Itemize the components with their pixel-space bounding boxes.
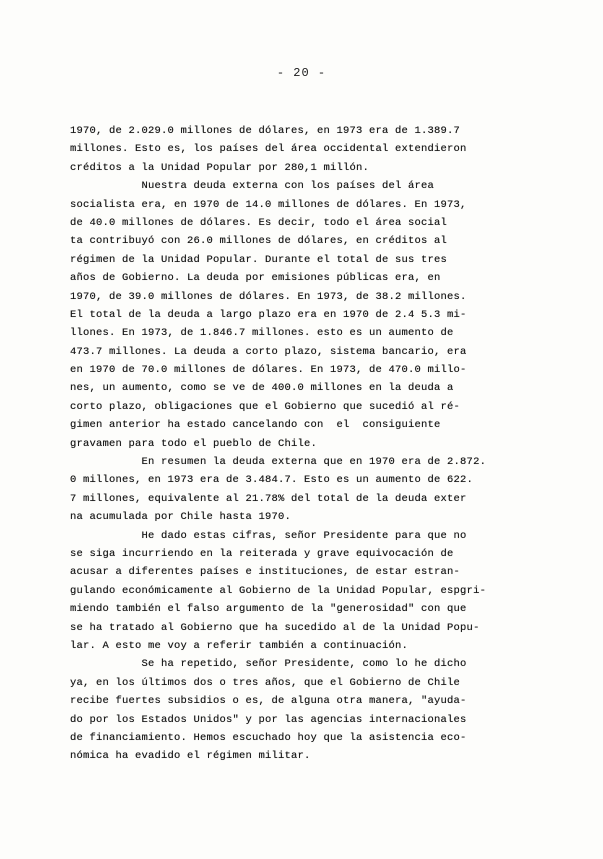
text-line: ta contribuyó con 26.0 millones de dólares, en créditos al (70, 235, 448, 248)
text-line: régimen de la Unidad Popular. Durante el total de sus tres (70, 253, 448, 266)
text-line: He dado estas cifras, señor Presidente para que no (70, 529, 467, 542)
paragraph (70, 453, 540, 527)
text-line: llones. En 1973, de 1.846.7 millones. esto es un aumento de (70, 327, 454, 340)
paragraph (70, 177, 540, 453)
text-line: 1970, de 2.029.0 millones de dólares, en 1973 era de 1.389.7 (70, 125, 461, 137)
paragraph (70, 655, 540, 765)
text-line: se ha tratado al Gobierno que ha sucedido al de la Unidad Popu- (70, 621, 480, 634)
text-line: ya, en los últimos dos o tres años, que el Gobierno de Chile (70, 676, 461, 689)
text-line: El total de la deuda a largo plazo era en 1970 de 2.4 5.3 mi- (70, 308, 467, 321)
text-line: lar. A esto me voy a referir también a continuación. (70, 639, 409, 652)
text-line: acusar a diferentes países e instituciones, de estar estran- (70, 566, 461, 579)
text-line: de financiamiento. Hemos escuchado hoy que la asistencia eco- (70, 731, 467, 744)
body-text (70, 122, 540, 766)
text-line: na acumulada por Chile hasta 1970. (70, 511, 292, 524)
text-line: 473.7 millones. La deuda a corto plazo, sistema bancario, era (70, 345, 467, 358)
text-line: años de Gobierno. La deuda por emisiones públicas era, en (70, 272, 441, 285)
text-line: se siga incurriendo en la reiterada y grave equivocación de (70, 547, 454, 560)
text-line: gimen anterior ha estado cancelando con el consiguiente (70, 419, 441, 432)
text-line: gravamen para todo el pueblo de Chile. (70, 437, 318, 450)
text-line: recibe fuertes subsidios o es, de alguna otra manera, "ayuda- (70, 695, 467, 708)
text-line: gulando económicamente al Gobierno de la Unidad Popular, espgri- (70, 584, 487, 597)
text-line: en 1970 de 70.0 millones de dólares. En 1973, de 470.0 millo- (70, 364, 467, 377)
text-line: 1970, de 39.0 millones de dólares. En 1973, de 38.2 millones. (70, 290, 467, 303)
paragraph (70, 122, 540, 177)
text-line: 7 millones, equivalente al 21.78% del total de la deuda exter (70, 492, 467, 505)
text-line: créditos a la Unidad Popular por 280,1 millón. (70, 161, 370, 174)
text-line: de 40.0 millones de dólares. Es decir, todo el área social (70, 216, 448, 229)
text-line: do por los Estados Unidos" y por las agencias internacionales (70, 713, 467, 726)
text-line: socialista era, en 1970 de 14.0 millones de dólares. En 1973, (70, 198, 467, 211)
text-line: En resumen la deuda externa que en 1970 era de 2.872. (70, 456, 487, 469)
page-number: - 20 - (276, 66, 327, 80)
text-line: millones. Esto es, los países del área occidental extendieron (70, 143, 467, 156)
text-line: corto plazo, obligaciones que el Gobierno que sucedió al ré- (70, 400, 461, 413)
text-line: nómica ha evadido el régimen militar. (70, 750, 311, 763)
text-line: miendo también el falso argumento de la "generosidad" con que (70, 603, 467, 616)
text-line: nes, un aumento, como se ve de 400.0 millones en la deuda a (70, 382, 454, 395)
text-line: Se ha repetido, señor Presidente, como lo he dicho (70, 658, 467, 671)
paragraph (70, 527, 540, 656)
text-line: Nuestra deuda externa con los países del área (70, 180, 435, 193)
text-line: 0 millones, en 1973 era de 3.484.7. Esto es un aumento de 622. (70, 474, 474, 487)
